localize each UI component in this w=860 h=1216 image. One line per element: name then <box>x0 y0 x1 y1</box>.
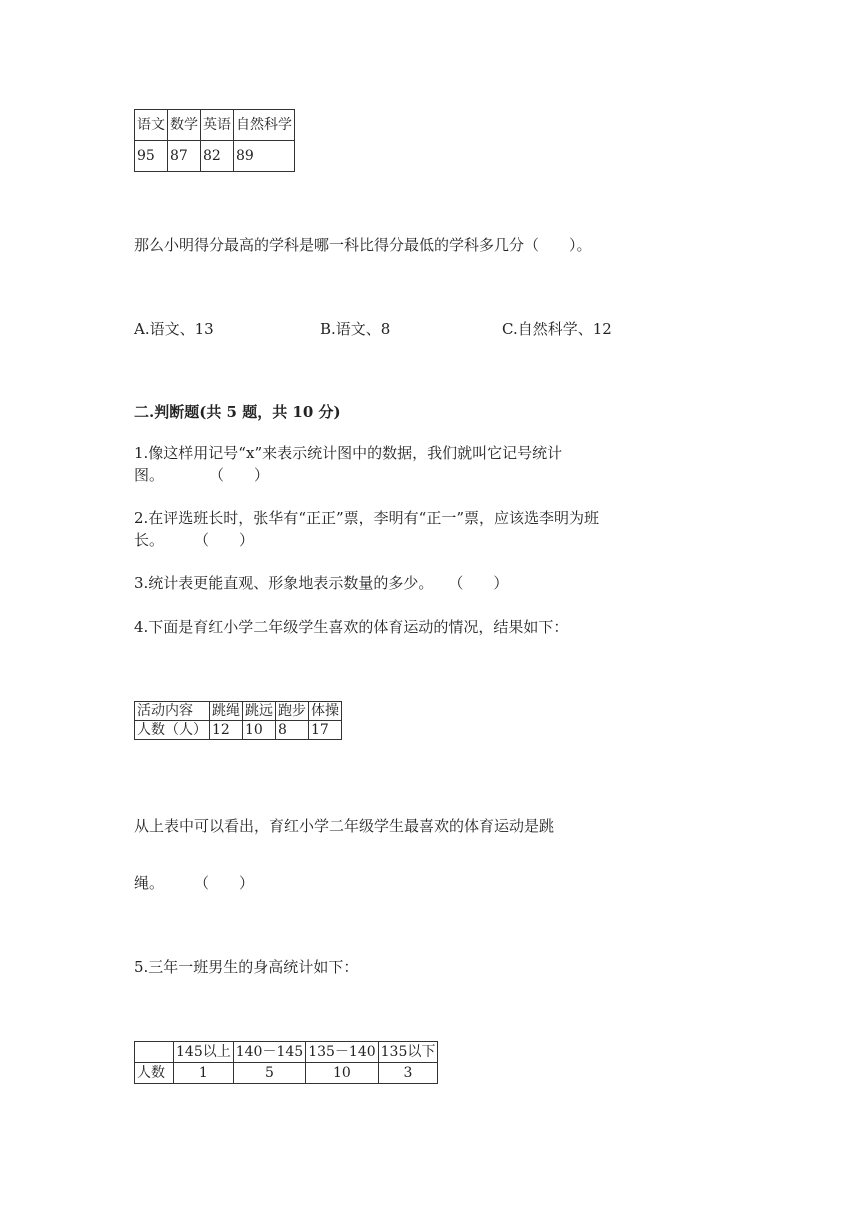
table-header-cell <box>135 1042 174 1063</box>
table-cell: 95 <box>135 141 168 172</box>
table-cell: 10 <box>243 721 276 740</box>
question-1-line-2: 图。 （ ） <box>134 466 270 484</box>
table-row <box>135 1042 438 1063</box>
table-cell: 89 <box>234 141 295 172</box>
table-cell: 1 <box>174 1063 234 1084</box>
table-cell: 10 <box>306 1063 378 1084</box>
table-header-cell: 活动内容 <box>135 702 210 721</box>
option-c: C.自然科学、12 <box>502 320 612 338</box>
table-header-cell: 140－145 <box>233 1042 305 1063</box>
table-header-cell: 135以下 <box>378 1042 438 1063</box>
table-header-cell: 跳远 <box>243 702 276 721</box>
table-row <box>135 702 342 721</box>
section-title: 二.判断题(共 5 题，共 10 分) <box>134 403 341 421</box>
question-4: 4.下面是育红小学二年级学生喜欢的体育运动的情况，结果如下： <box>134 618 569 636</box>
table-header-cell: 英语 <box>201 110 234 141</box>
table-cell: 82 <box>201 141 234 172</box>
table-header-cell: 145以上 <box>174 1042 234 1063</box>
table-header-cell: 跳绳 <box>210 702 243 721</box>
table-header-cell: 自然科学 <box>234 110 295 141</box>
table-cell: 17 <box>309 721 342 740</box>
option-b: B.语文、8 <box>320 320 391 338</box>
table-header-cell: 体操 <box>309 702 342 721</box>
sports-table <box>134 701 342 740</box>
scores-table <box>134 109 295 172</box>
table-row <box>135 141 295 172</box>
table-cell: 8 <box>276 721 309 740</box>
height-table <box>134 1041 438 1084</box>
question-3: 3.统计表更能直观、形象地表示数量的多少。 （ ） <box>134 574 509 592</box>
question-2-line-1: 2.在评选班长时，张华有“正正”票，李明有“正一”票，应该选李明为班 <box>134 509 599 527</box>
question-4-statement-line-2: 绳。 （ ） <box>134 874 255 892</box>
table-cell: 人数 <box>135 1063 174 1084</box>
table-cell: 5 <box>233 1063 305 1084</box>
table-cell: 3 <box>378 1063 438 1084</box>
table-header-cell: 135－140 <box>306 1042 378 1063</box>
table-header-cell: 跑步 <box>276 702 309 721</box>
table-header-cell: 语文 <box>135 110 168 141</box>
table-cell: 87 <box>168 141 201 172</box>
table-cell: 12 <box>210 721 243 740</box>
table-cell: 人数（人） <box>135 721 210 740</box>
table-header-cell: 数学 <box>168 110 201 141</box>
question-stem: 那么小明得分最高的学科是哪一科比得分最低的学科多几分（ ）。 <box>134 236 592 254</box>
question-5: 5.三年一班男生的身高统计如下： <box>134 958 359 976</box>
table-row <box>135 110 295 141</box>
question-4-statement-line-1: 从上表中可以看出，育红小学二年级学生最喜欢的体育运动是跳 <box>134 817 555 835</box>
question-1-line-1: 1.像这样用记号“x”来表示统计图中的数据，我们就叫它记号统计 <box>134 444 563 462</box>
option-a: A.语文、13 <box>134 320 214 338</box>
question-2-line-2: 长。 （ ） <box>134 531 255 549</box>
table-row <box>135 721 342 740</box>
table-row <box>135 1063 438 1084</box>
